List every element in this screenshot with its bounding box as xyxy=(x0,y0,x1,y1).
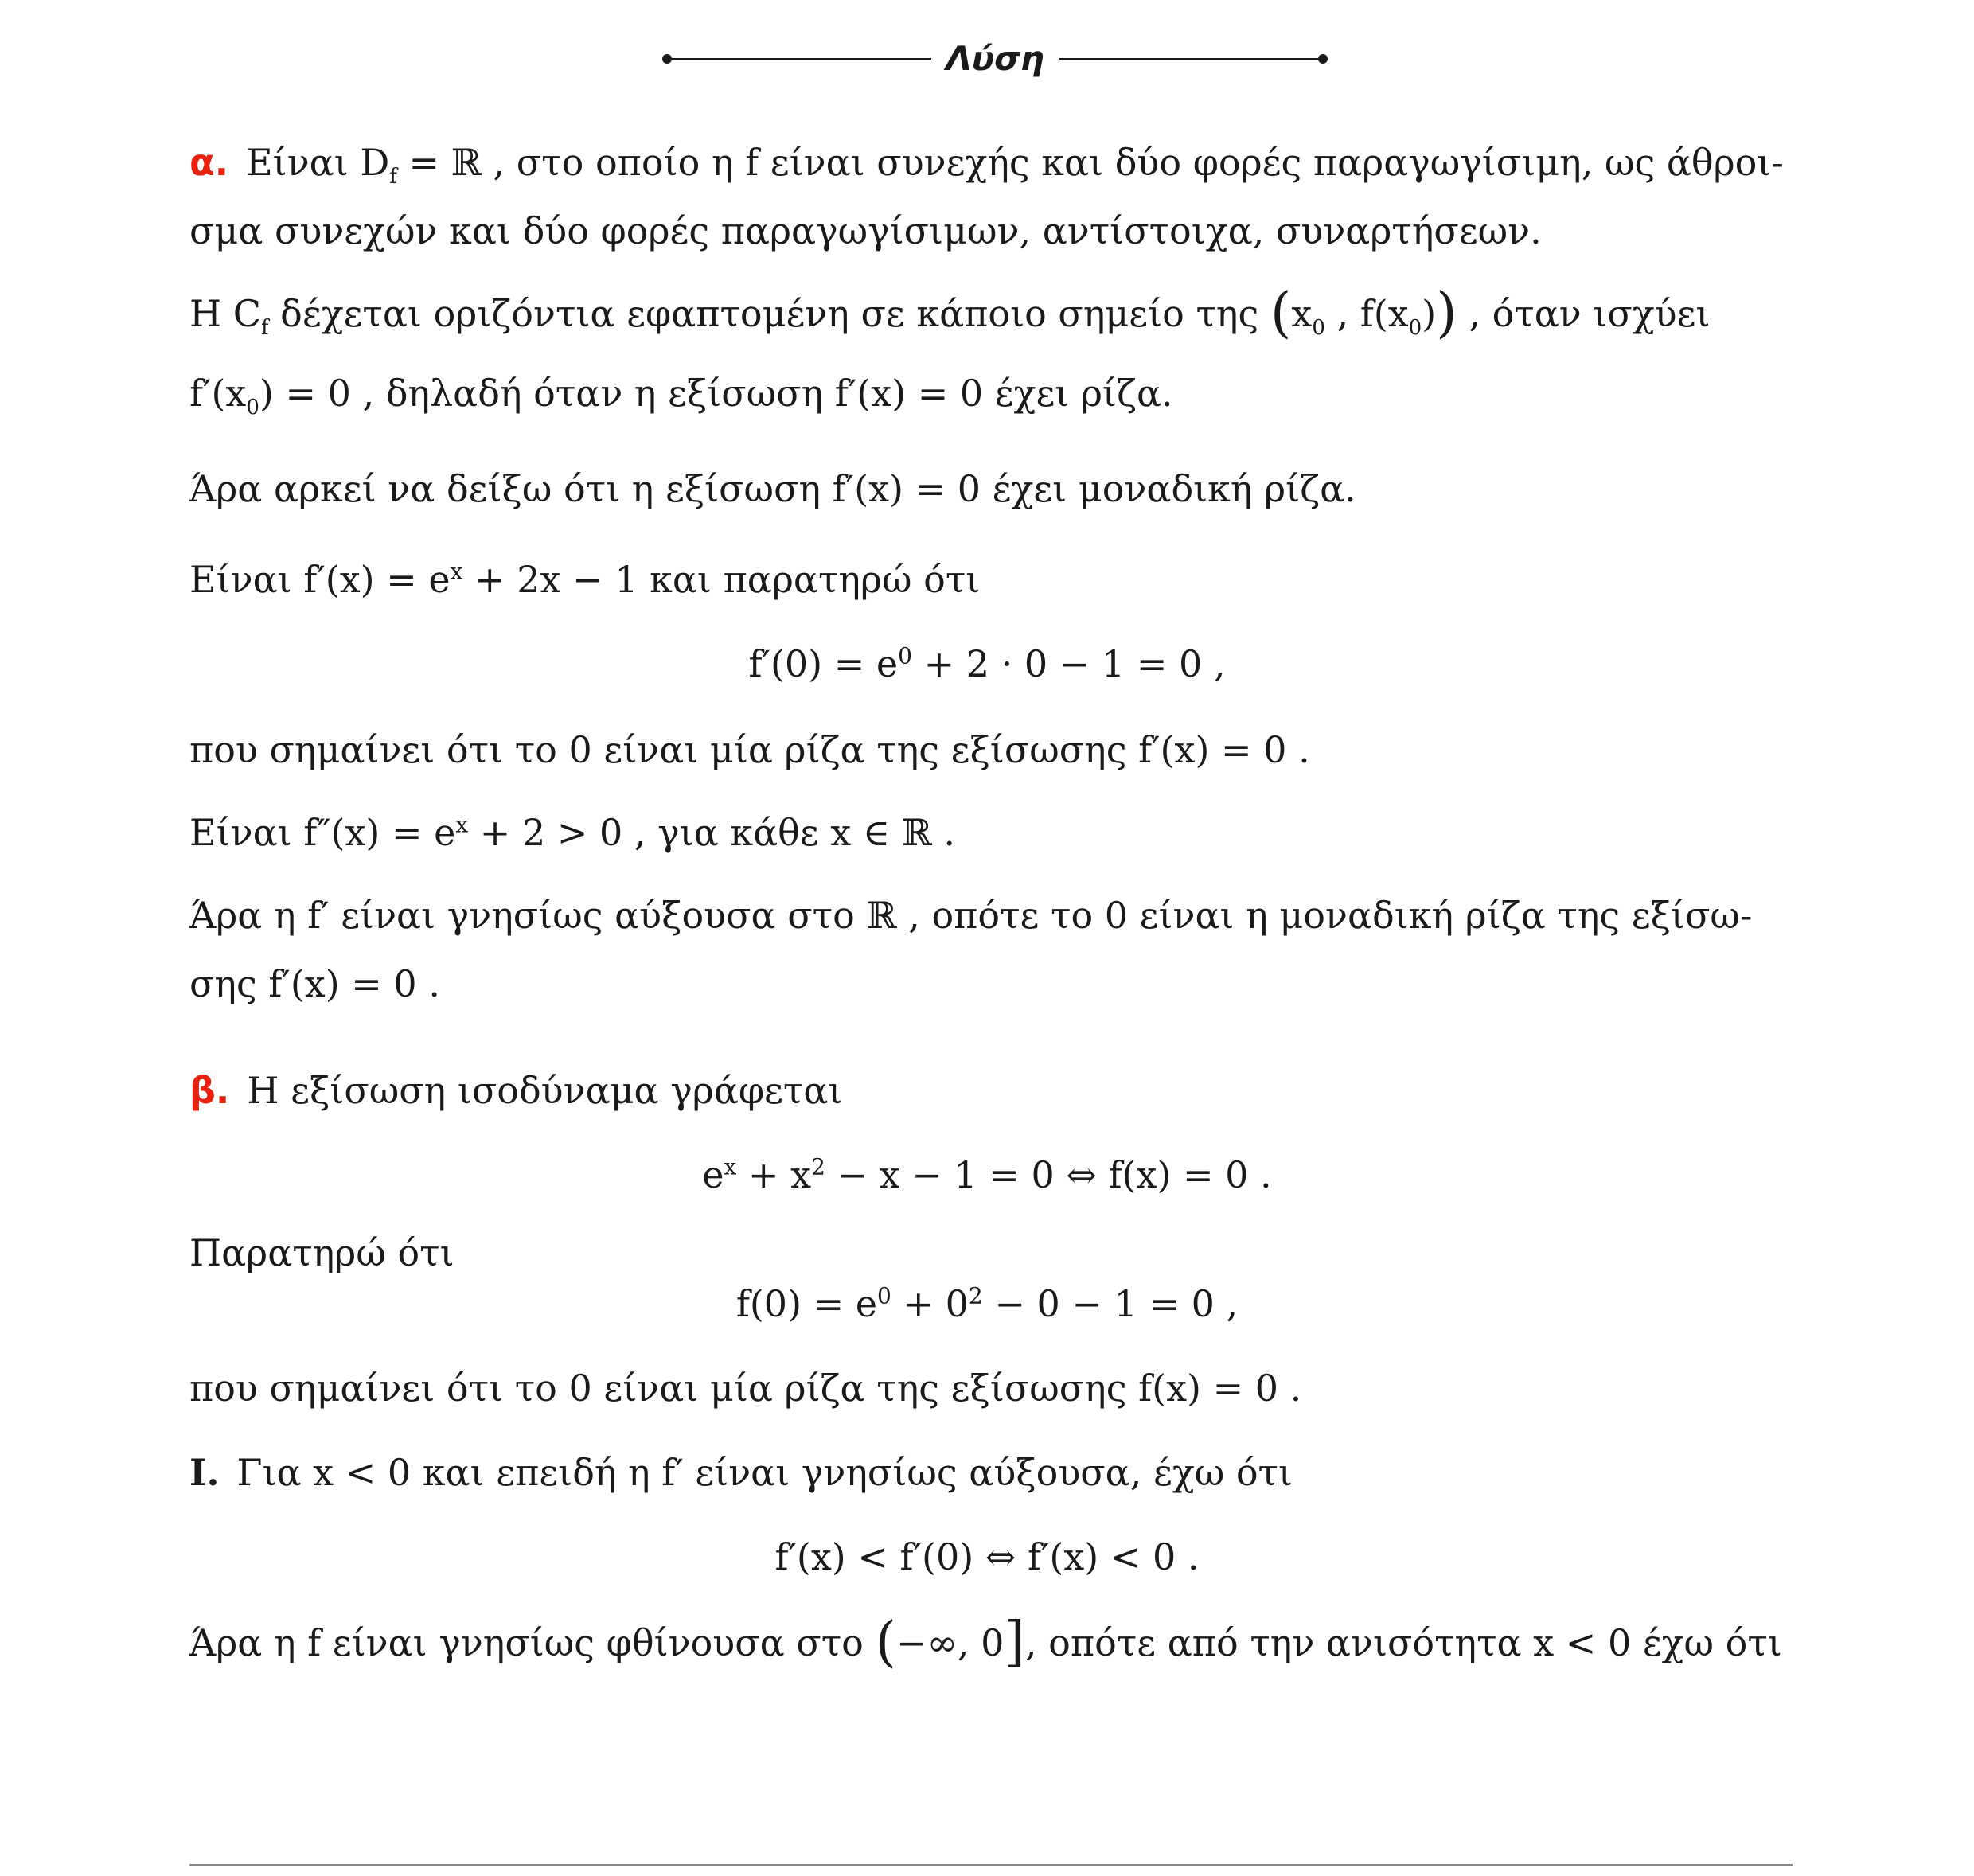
paragraph-alpha-line-1 xyxy=(189,140,1815,189)
big-paren-close: ) xyxy=(1436,282,1457,345)
text-segment: f(0) = e xyxy=(735,1282,878,1325)
text-segment: , οπότε από την ανισότητα x < 0 έχω ότι xyxy=(1024,1621,1782,1664)
text-segment: Είναι f′(x) = e xyxy=(189,558,451,601)
equation-f-zero xyxy=(0,1281,1974,1326)
text-segment: , f(x xyxy=(1324,292,1409,335)
superscript: 0 xyxy=(898,642,912,669)
text-segment: x xyxy=(1291,292,1313,335)
text-segment: Για x < 0 και επειδή η f′ είναι γνησίως αύξουσα, έχω ότι xyxy=(236,1451,1293,1494)
subscript: f xyxy=(260,316,269,341)
part-beta-label: β. xyxy=(189,1069,230,1112)
big-bracket-close: ] xyxy=(1004,1611,1025,1674)
paragraph-observe: Παρατηρώ ότι xyxy=(189,1231,454,1274)
text-segment: = ℝ , στο οποίο η f είναι συνεχής και δύο φορές παραγωγίσιμη, ως άθροι- xyxy=(396,141,1784,184)
paragraph-unique-root-line-2: σης f′(x) = 0 . xyxy=(189,962,440,1005)
subscript: 0 xyxy=(246,396,259,420)
text-segment: + 2 > 0 , για κάθε x ∈ ℝ . xyxy=(468,811,956,854)
superscript: x xyxy=(450,558,463,585)
header-title: Λύση xyxy=(946,39,1044,78)
text-segment: Είναι D xyxy=(246,141,390,184)
paragraph-root-fprime: που σημαίνει ότι το 0 είναι μία ρίζα της εξίσωσης f′(x) = 0 . xyxy=(189,728,1310,771)
header-right-dot xyxy=(1318,54,1328,64)
text-segment: + x xyxy=(736,1153,812,1196)
case-one-label: I. xyxy=(189,1451,220,1494)
subscript: 0 xyxy=(1408,316,1422,341)
text-segment: f′(x xyxy=(189,372,247,415)
paragraph-case-one xyxy=(189,1450,1815,1495)
paragraph-tangent-line-1 xyxy=(189,282,1815,345)
paragraph-alpha-line-2: σμα συνεχών και δύο φορές παραγωγίσιμων, αντίστοιχα, συναρτήσεων. xyxy=(189,209,1542,252)
subscript: f xyxy=(389,165,397,189)
text-segment: δέχεται οριζόντια εφαπτομένη σε κάποιο σημείο της xyxy=(268,292,1270,335)
superscript: 0 xyxy=(877,1282,891,1309)
equation-fprime-zero xyxy=(0,642,1974,686)
paragraph-unique-root-line-1: Άρα η f′ είναι γνησίως αύξουσα στο ℝ , οπότε το 0 είναι η μοναδική ρίζα της εξίσω- xyxy=(189,894,1753,937)
big-paren-open: ( xyxy=(875,1611,897,1674)
footer-rule xyxy=(189,1864,1793,1866)
text-segment: , όταν ισχύει xyxy=(1457,292,1711,335)
text-segment: + 2x − 1 και παρατηρώ ότι xyxy=(462,558,981,601)
text-segment: Η εξίσωση ισοδύναμα γράφεται xyxy=(247,1069,843,1112)
equation-fprime-negative: f′(x) < f′(0) ⇔ f′(x) < 0 . xyxy=(774,1535,1200,1578)
text-segment: ) = 0 , δηλαδή όταν η εξίσωση f′(x) = 0 έχει ρίζα. xyxy=(259,372,1173,415)
text-segment: − x − 1 = 0 ⇔ f(x) = 0 . xyxy=(825,1153,1272,1196)
paragraph-root-f: που σημαίνει ότι το 0 είναι μία ρίζα της εξίσωσης f(x) = 0 . xyxy=(189,1367,1302,1410)
subscript: 0 xyxy=(1312,316,1325,341)
paragraph-sufficient: Άρα αρκεί να δείξω ότι η εξίσωση f′(x) = 0 έχει μοναδική ρίζα. xyxy=(189,467,1356,510)
superscript: 2 xyxy=(968,1282,983,1309)
paragraph-derivative xyxy=(189,557,1815,602)
part-alpha-label: α. xyxy=(189,141,229,184)
text-segment: + 0 xyxy=(891,1282,969,1325)
superscript: x xyxy=(724,1153,737,1180)
paragraph-second-derivative xyxy=(189,810,1815,855)
text-segment: Η C xyxy=(189,292,261,335)
text-segment: + 2 · 0 − 1 = 0 , xyxy=(911,642,1226,685)
big-paren-open: ( xyxy=(1270,282,1292,345)
header-left-rule xyxy=(667,58,931,60)
text-segment: ) xyxy=(1422,292,1437,335)
paragraph-beta xyxy=(189,1068,1815,1113)
paragraph-decreasing xyxy=(189,1611,1815,1674)
text-segment: f′(0) = e xyxy=(748,642,899,685)
paragraph-tangent-line-2 xyxy=(189,371,1815,420)
header-right-rule xyxy=(1059,58,1323,60)
text-segment: e xyxy=(702,1153,724,1196)
superscript: 2 xyxy=(811,1153,825,1180)
text-segment: Άρα η f είναι γνησίως φθίνουσα στο xyxy=(189,1621,876,1664)
superscript: x xyxy=(455,811,469,838)
text-segment: −∞, 0 xyxy=(896,1621,1005,1664)
equation-equivalent xyxy=(0,1153,1974,1197)
text-segment: Είναι f″(x) = e xyxy=(189,811,456,854)
text-segment: − 0 − 1 = 0 , xyxy=(982,1282,1239,1325)
solution-header xyxy=(0,37,1974,84)
